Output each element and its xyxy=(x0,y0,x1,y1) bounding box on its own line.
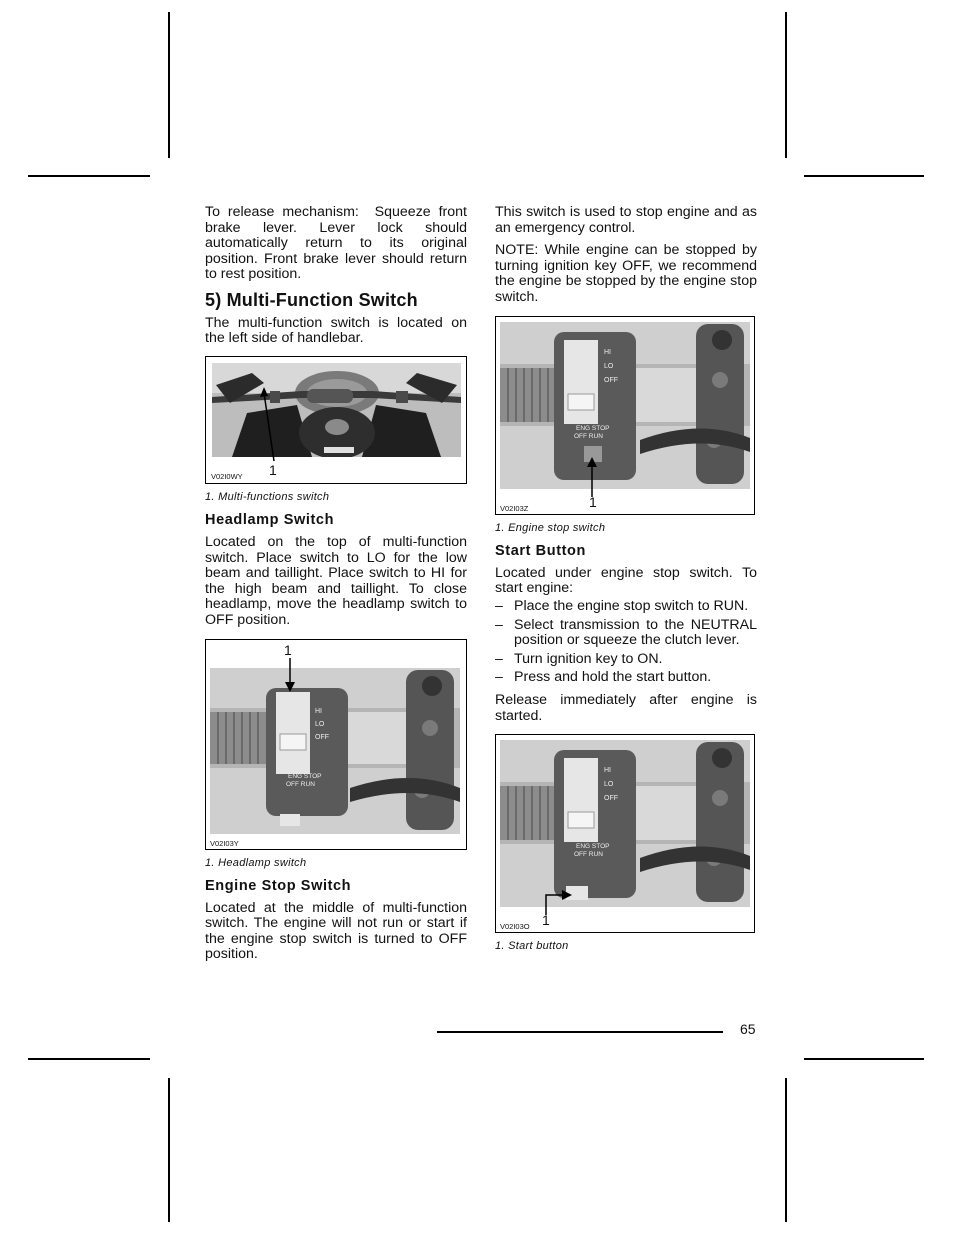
note-text: While engine can be stopped by turning ignition key OFF, we recommend the engine be stopped by the engine stop switch. xyxy=(495,242,757,305)
figure-engine-stop-switch xyxy=(495,316,755,515)
engine-stop-switch-heading: Engine Stop Switch xyxy=(205,878,352,895)
hi-label: HI xyxy=(315,707,322,715)
engine-stop-switch-text: Located at the middle of multi-function switch. The engine will not run or start if the engine stop switch is turned to OFF position. xyxy=(205,899,467,963)
start-steps-list xyxy=(495,599,757,686)
off-label: OFF xyxy=(315,733,329,741)
callout-arrow xyxy=(256,385,286,465)
figure-caption: 1. Headlamp switch xyxy=(205,856,307,869)
figure-caption: 1. Start button xyxy=(495,940,569,953)
eng-stop-label: ENG STOP xyxy=(576,424,610,432)
left-column xyxy=(205,205,467,970)
section-title: 5) Multi-Function Switch xyxy=(205,289,418,310)
off-label: OFF xyxy=(604,795,618,803)
release-mechanism-label: To release mechanism: xyxy=(205,204,359,220)
list-item: – Place the engine stop switch to RUN. xyxy=(495,599,757,615)
crop-mark xyxy=(785,12,787,158)
crop-mark xyxy=(785,1078,787,1222)
note-paragraph xyxy=(495,243,757,305)
figure-caption: 1. Engine stop switch xyxy=(495,521,606,534)
lo-label: LO xyxy=(604,781,614,789)
crop-mark xyxy=(804,175,924,177)
list-item: – Turn ignition key to ON. xyxy=(495,652,757,668)
headlamp-switch-text: Located on the top of multi-function switch. Place switch to LO for the low beam and taillight. Place switch to HI for the high beam and taillight. To close headlamp, move the headlamp switch to OFF position. xyxy=(205,533,467,628)
list-item: – Press and hold the start button. xyxy=(495,670,757,686)
crop-mark xyxy=(28,175,150,177)
headlamp-switch-heading: Headlamp Switch xyxy=(205,512,335,529)
figure-caption: 1. Multi-functions switch xyxy=(205,490,330,503)
handlebar-photo xyxy=(212,363,461,457)
crop-mark xyxy=(168,12,170,158)
start-button-heading: Start Button xyxy=(495,543,586,560)
off-run-label: OFF RUN xyxy=(574,851,603,859)
callout-number: 1 xyxy=(284,641,292,658)
list-item: – Select transmission to the NEUTRAL position or squeeze the clutch lever. xyxy=(495,618,757,649)
lo-label: LO xyxy=(604,362,614,370)
release-mechanism-paragraph xyxy=(205,205,467,283)
callout-arrow xyxy=(582,457,602,497)
figure-start-button xyxy=(495,734,755,933)
callout-number: 1 xyxy=(269,461,277,478)
callout-number: 1 xyxy=(542,912,550,929)
page-number: 65 xyxy=(740,1021,756,1037)
eng-stop-label: ENG STOP xyxy=(288,772,322,780)
hi-label: HI xyxy=(604,767,611,775)
start-after-text: Release immediately after engine is started. xyxy=(495,691,757,724)
figure-code: V02I0WY xyxy=(211,471,243,481)
switch-photo xyxy=(500,322,750,489)
figure-multi-function-overview xyxy=(205,356,467,484)
engine-stop-intro: This switch is used to stop engine and as an emergency control. xyxy=(495,204,757,236)
switch-photo xyxy=(500,740,750,907)
note-label: NOTE: xyxy=(495,242,539,259)
right-column xyxy=(495,205,757,963)
callout-arrow xyxy=(281,658,301,692)
figure-headlamp-switch xyxy=(205,639,467,850)
figure-code: V02I03Y xyxy=(210,838,239,848)
hi-label: HI xyxy=(604,348,611,356)
start-button-text: Located under engine stop switch. To start engine: xyxy=(495,564,757,597)
figure-code: V02I03O xyxy=(500,922,530,932)
callout-number: 1 xyxy=(589,493,597,510)
eng-stop-label: ENG STOP xyxy=(576,843,610,851)
crop-mark xyxy=(168,1078,170,1222)
off-label: OFF xyxy=(604,376,618,384)
off-run-label: OFF RUN xyxy=(286,780,315,788)
switch-photo xyxy=(210,668,460,834)
release-mechanism-text: Squeeze front brake lever. Lever lock should automatically return to its original position. Front brake lever should return to rest position. xyxy=(205,204,467,283)
figure-code: V02I03Z xyxy=(500,503,529,513)
section-intro: The multi-function switch is located on the left side of handlebar. xyxy=(205,314,467,347)
footer-rule xyxy=(437,1031,723,1033)
crop-mark xyxy=(28,1058,150,1060)
crop-mark xyxy=(804,1058,924,1060)
off-run-label: OFF RUN xyxy=(574,432,603,440)
lo-label: LO xyxy=(315,720,325,728)
